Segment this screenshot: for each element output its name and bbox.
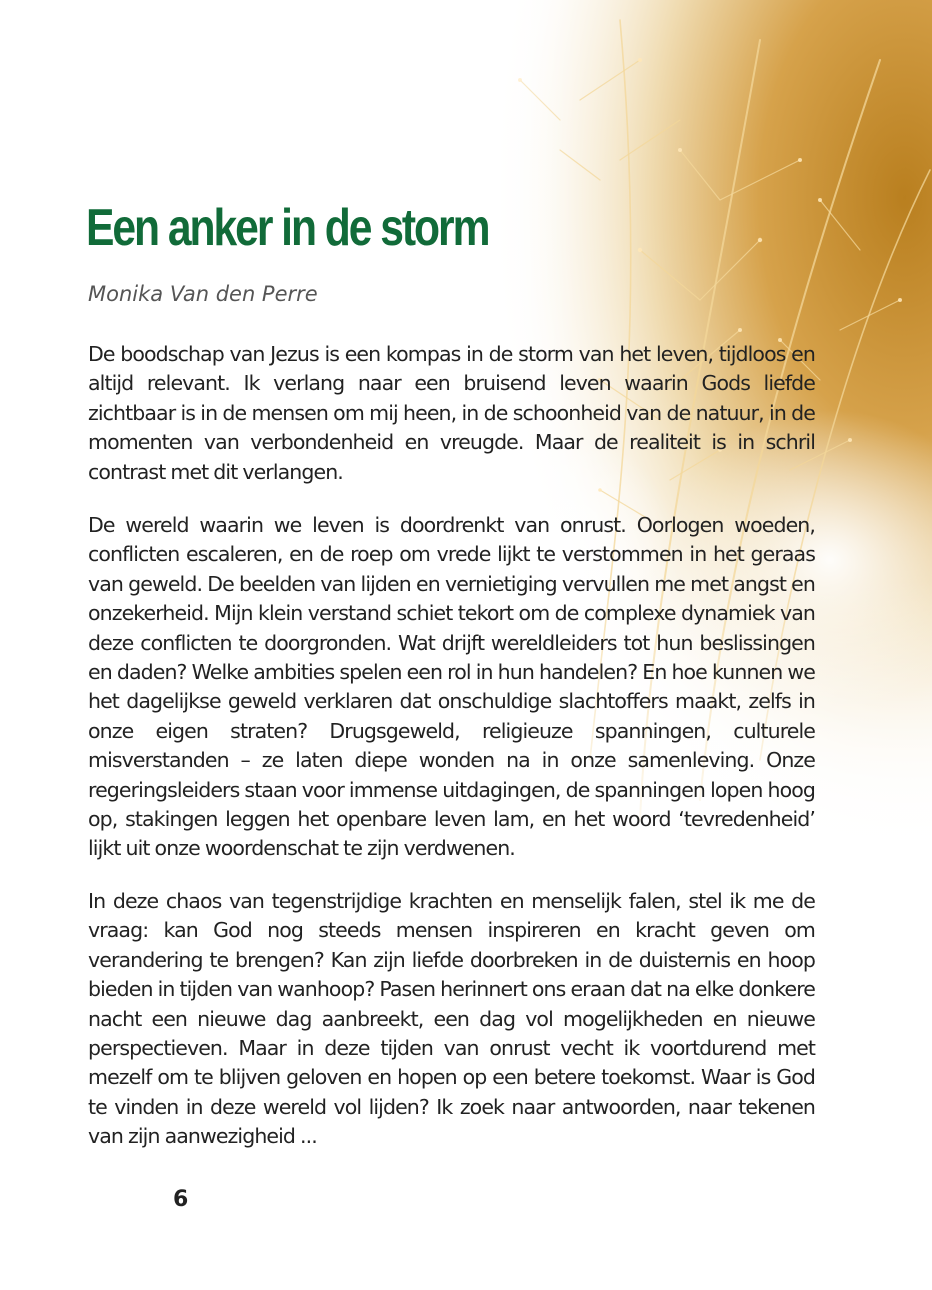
page-number: 6 [173, 1187, 189, 1212]
article-title: Een anker in de storm [86, 199, 489, 257]
paragraph-1: De boodschap van Jezus is een kompas in de storm van het leven, tijdloos en altijd relevant. Ik verlang naar een bruisend leven waarin Gods liefde zichtbaar is in de mensen om mij heen, in de schoonheid van de natuur, in de momenten van verbondenheid en vreugde. Maar de realiteit is in schril contrast met dit verlangen. [88, 342, 815, 484]
paragraph-2: De wereld waarin we leven is doordrenkt van onrust. Oorlogen woeden, conflicten escaleren, en de roep om vrede lijkt te verstommen in het geraas van geweld. De beelden van lijden en vernietiging vervullen me met angst en onzekerheid. Mijn klein verstand schiet tekort om de complexe dynamiek van deze conflicten te doorgronden. Wat drijft wereldleiders tot hun beslissingen en daden? Welke ambities spelen een rol in hun handelen? En hoe kunnen we het dagelijkse geweld verklaren dat onschuldige slachtoffers maakt, zelfs in onze eigen straten? Drugsgeweld, religieuze spanningen, culturele misverstanden – ze laten diepe wonden na in onze samenleving. Onze regeringsleiders staan voor immense uitdagingen, de spanningen lopen hoog op, stakingen leggen het openbare leven lam, en het woord ‘tevredenheid’ lijkt uit onze woordenschat te zijn verdwenen. [88, 513, 815, 861]
paragraph-3: In deze chaos van tegenstrijdige krachten en menselijk falen, stel ik me de vraag: kan God nog steeds mensen inspireren en kracht geven om verandering te brengen? Kan zijn liefde doorbreken in de duisternis en hoop bieden in tijden van wanhoop? Pasen herinnert ons eraan dat na elke donkere nacht een nieuwe dag aanbreekt, een dag vol mogelijkheden en nieuwe perspectieven. Maar in deze tijden van onrust vecht ik voortdurend met mezelf om te blijven geloven en hopen op een betere toekomst. Waar is God te vinden in deze wereld vol lijden? Ik zoek naar antwoorden, naar tekenen van zijn aanwezigheid ... [88, 889, 815, 1149]
article-author: Monika Van den Perre [88, 282, 318, 306]
